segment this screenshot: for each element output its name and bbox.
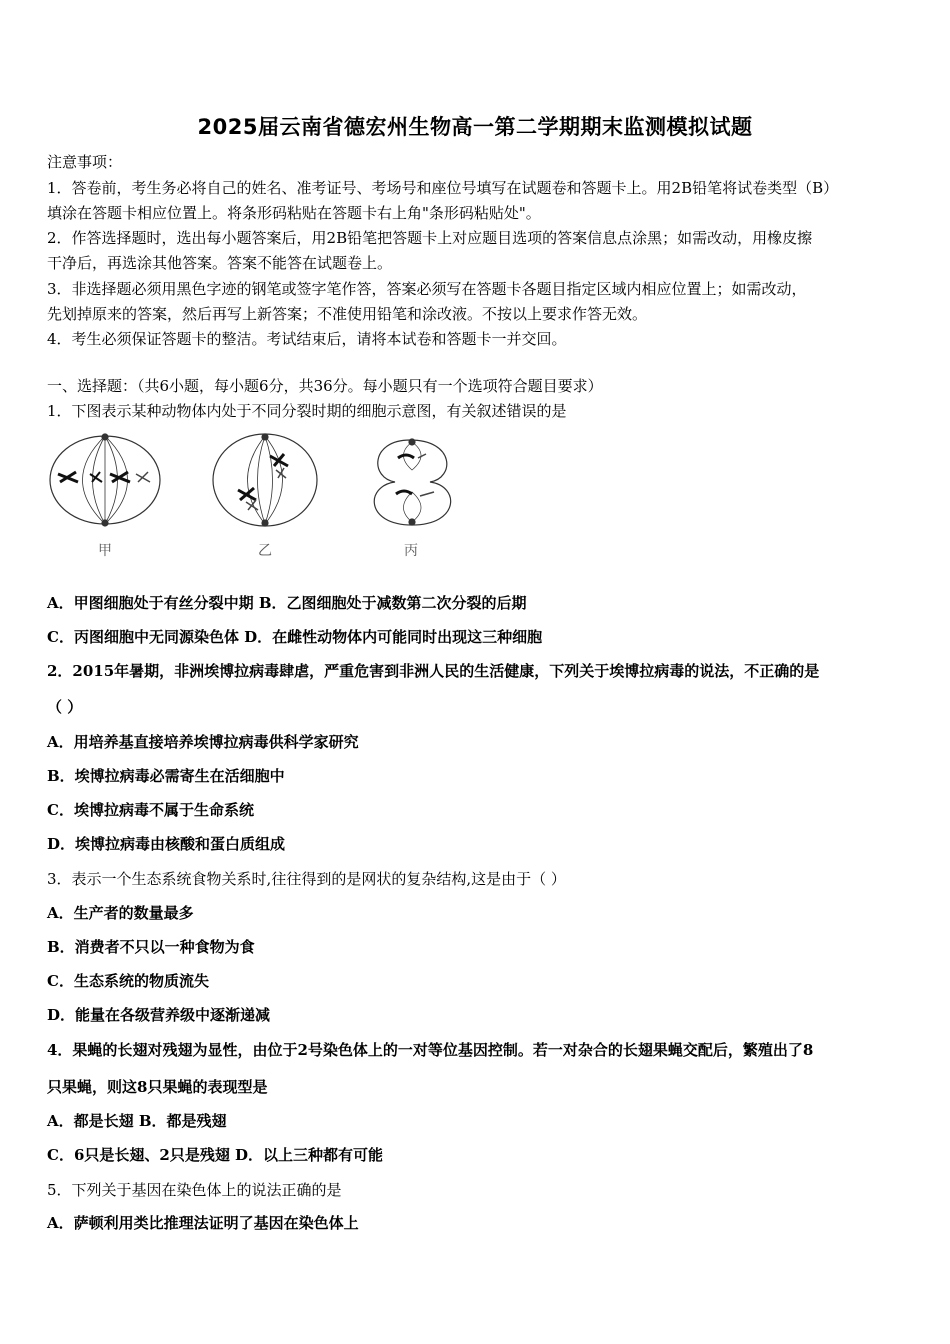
cell-jia (50, 434, 160, 526)
question-5-stem: 5．下列关于基因在染色体上的说法正确的是 (47, 1181, 342, 1199)
question-5-option-a: A．萨顿利用类比推理法证明了基因在染色体上 (47, 1214, 359, 1232)
figure-label-yi: 乙 (258, 543, 272, 559)
question-1-options-ab: A．甲图细胞处于有丝分裂中期 B．乙图细胞处于减数第二次分裂的后期 (47, 594, 527, 612)
question-3-option-c: C．生态系统的物质流失 (47, 972, 209, 990)
question-1-stem: 1．下图表示某种动物体内处于不同分裂时期的细胞示意图，有关叙述错误的是 (47, 402, 567, 420)
figure-label-jia: 甲 (98, 543, 112, 559)
question-3-option-a: A．生产者的数量最多 (47, 904, 194, 922)
question-2-option-b: B．埃博拉病毒必需寄生在活细胞中 (47, 767, 285, 785)
question-3-option-b: B．消费者不只以一种食物为食 (47, 938, 255, 956)
notice-line: 1．答卷前，考生务必将自己的姓名、准考证号、考场号和座位号填写在试题卷和答题卡上。用2B铅笔将试卷类型（B） (47, 179, 839, 197)
question-1-options-cd: C．丙图细胞中无同源染色体 D．在雌性动物体内可能同时出现这三种细胞 (47, 628, 543, 646)
section-heading: 一、选择题：（共6小题，每小题6分，共36分。每小题只有一个选项符合题目要求） (47, 377, 603, 395)
question-3-option-d: D．能量在各级营养级中逐渐递减 (47, 1006, 271, 1024)
cell-yi (213, 434, 317, 526)
notice-line: 先划掉原来的答案，然后再写上新答案；不准使用铅笔和涂改液。不按以上要求作答无效。 (47, 305, 648, 323)
page-title: 2025届云南省德宏州生物高一第二学期期末监测模拟试题 (197, 115, 753, 139)
question-4-stem-cont: 只果蝇，则这8只果蝇的表现型是 (47, 1078, 268, 1096)
question-2-stem: 2．2015年暑期，非洲埃博拉病毒肆虐，严重危害到非洲人民的生活健康，下列关于埃博拉病毒的说法，不正确的是 (47, 662, 820, 680)
question-2-option-a: A．用培养基直接培养埃博拉病毒供科学家研究 (47, 733, 359, 751)
cell-bing (374, 439, 450, 525)
question-3-stem: 3．表示一个生态系统食物关系时,往往得到的是网状的复杂结构,这是由于（ ） (47, 870, 566, 888)
question-4-stem: 4．果蝇的长翅对残翅为显性，由位于2号染色体上的一对等位基因控制。若一对杂合的长翅果蝇交配后，繁殖出了8 (47, 1041, 814, 1059)
question-2-option-d: D．埃博拉病毒由核酸和蛋白质组成 (47, 835, 286, 853)
notice-heading: 注意事项： (47, 153, 123, 171)
question-2-stem-cont: （ ） (47, 698, 83, 716)
question-4-options-cd: C．6只是长翅、2只是残翅 D．以上三种都有可能 (47, 1146, 384, 1164)
cell-division-figure (40, 430, 480, 565)
notice-line: 4．考生必须保证答题卡的整洁。考试结束后，请将本试卷和答题卡一并交回。 (47, 330, 567, 348)
figure-label-bing: 丙 (404, 543, 418, 559)
notice-line: 填涂在答题卡相应位置上。将条形码粘贴在答题卡右上角"条形码粘贴处"。 (47, 204, 541, 222)
notice-line: 3．非选择题必须用黑色字迹的钢笔或签字笔作答，答案必须写在答题卡各题目指定区域内相应位置上；如需改动， (47, 280, 807, 298)
notice-line: 2．作答选择题时，选出每小题答案后，用2B铅笔把答题卡上对应题目选项的答案信息点涂黑；如需改动，用橡皮擦 (47, 229, 813, 247)
question-2-option-c: C．埃博拉病毒不属于生命系统 (47, 801, 254, 819)
question-4-options-ab: A．都是长翅 B．都是残翅 (47, 1112, 227, 1130)
notice-line: 干净后，再选涂其他答案。答案不能答在试题卷上。 (47, 254, 393, 272)
